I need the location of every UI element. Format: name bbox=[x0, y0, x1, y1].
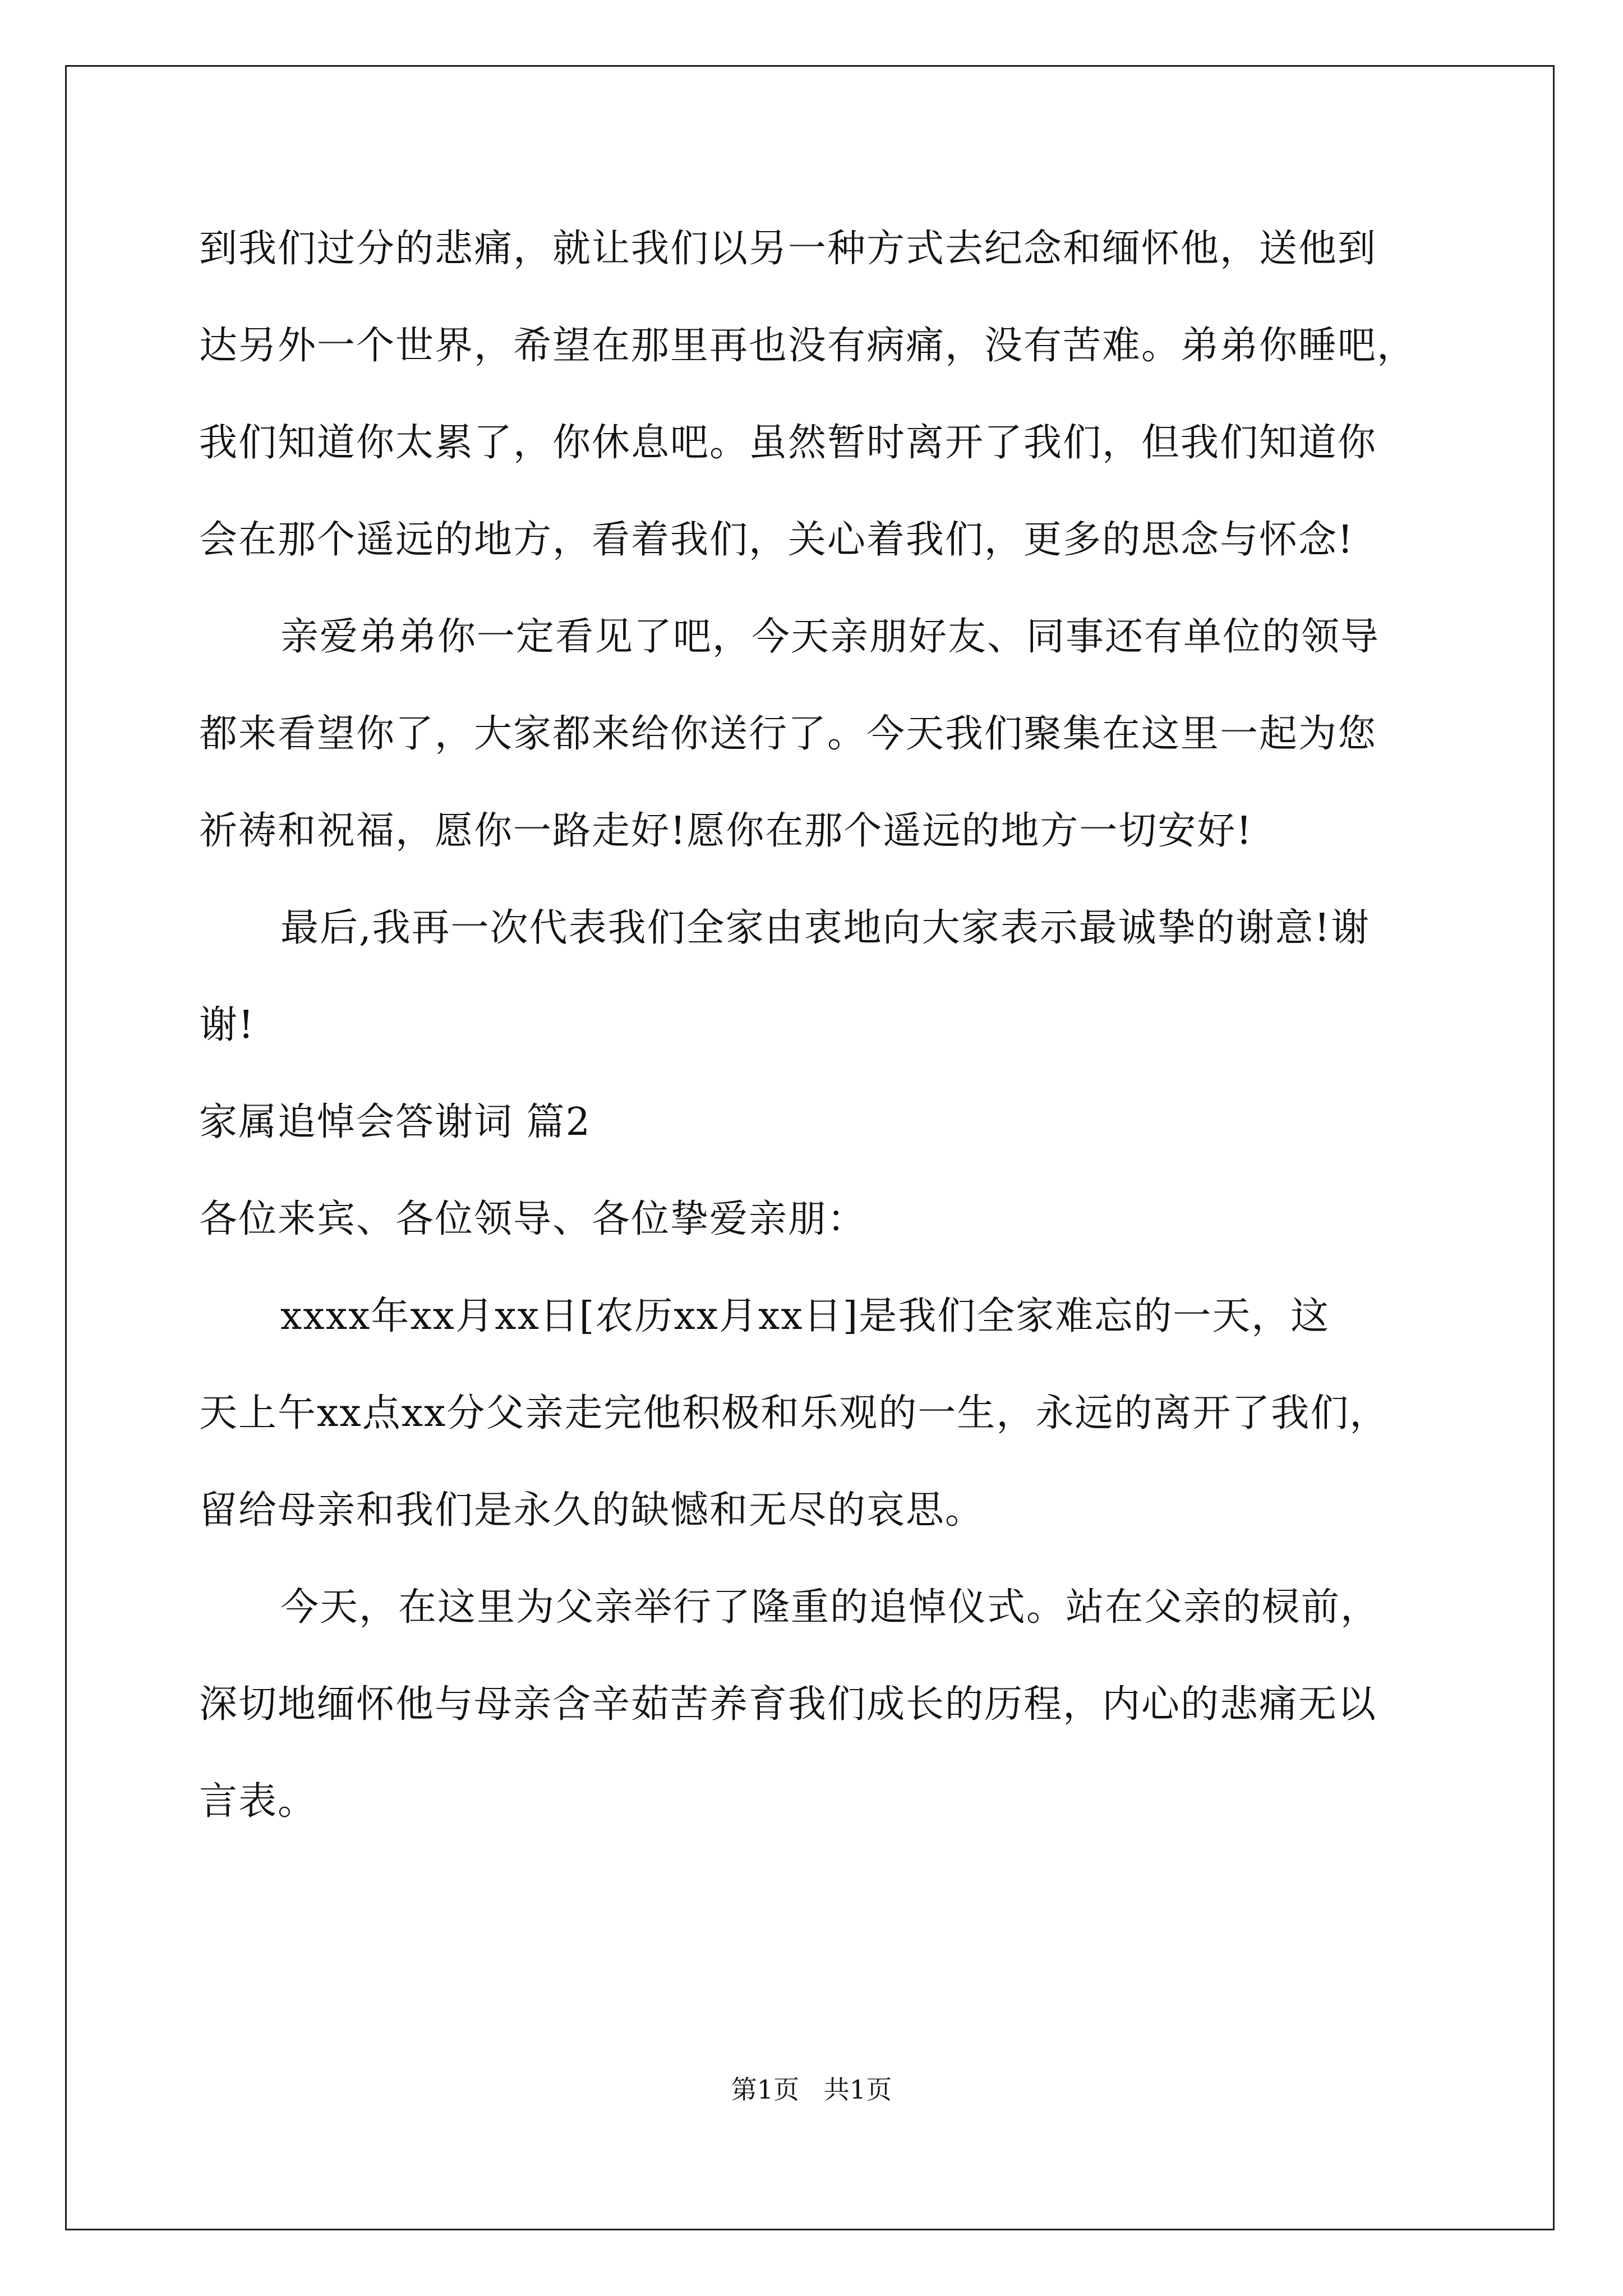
body-line: 都来看望你了，大家都来给你送行了。今天我们聚集在这里一起为您 bbox=[199, 712, 1377, 756]
body-line: 留给母亲和我们是永久的缺憾和无尽的哀思。 bbox=[199, 1488, 985, 1533]
page-number: 第1页 共1页 bbox=[731, 2074, 892, 2105]
body-line: 祈祷和祝福，愿你一路走好!愿你在那个遥远的地方一切安好! bbox=[199, 809, 1253, 853]
body-line: 我们知道你太累了，你休息吧。虽然暂时离开了我们，但我们知道你 bbox=[199, 421, 1377, 465]
salutation: 各位来宾、各位领导、各位挚爱亲朋： bbox=[199, 1197, 867, 1241]
body-line: 言表。 bbox=[199, 1779, 317, 1824]
body-line: 深切地缅怀他与母亲含辛茹苦养育我们成长的历程，内心的悲痛无以 bbox=[199, 1682, 1377, 1727]
body-line: xxxx年xx月xx日[农历xx月xx日]是我们全家难忘的一天，这 bbox=[280, 1294, 1330, 1338]
body-line: 谢! bbox=[199, 1003, 255, 1047]
body-line: 亲爱弟弟你一定看见了吧，今天亲朋好友、同事还有单位的领导 bbox=[280, 615, 1380, 659]
body-line: 最后,我再一次代表我们全家由衷地向大家表示最诚挚的谢意!谢 bbox=[280, 906, 1370, 950]
page-border bbox=[65, 65, 1555, 2230]
body-line: 到我们过分的悲痛，就让我们以另一种方式去纪念和缅怀他，送他到 bbox=[199, 227, 1377, 271]
section-heading: 家属追悼会答谢词 篇2 bbox=[199, 1100, 591, 1144]
body-line: 达另外一个世界，希望在那里再也没有病痛，没有苦难。弟弟你睡吧， bbox=[199, 324, 1417, 368]
body-line: 今天，在这里为父亲举行了隆重的追悼仪式。站在父亲的棂前， bbox=[280, 1585, 1380, 1630]
body-line: 会在那个遥远的地方，看着我们，关心着我们，更多的思念与怀念! bbox=[199, 518, 1354, 562]
body-line: 天上午xx点xx分父亲走完他积极和乐观的一生，永远的离开了我们， bbox=[199, 1391, 1389, 1435]
